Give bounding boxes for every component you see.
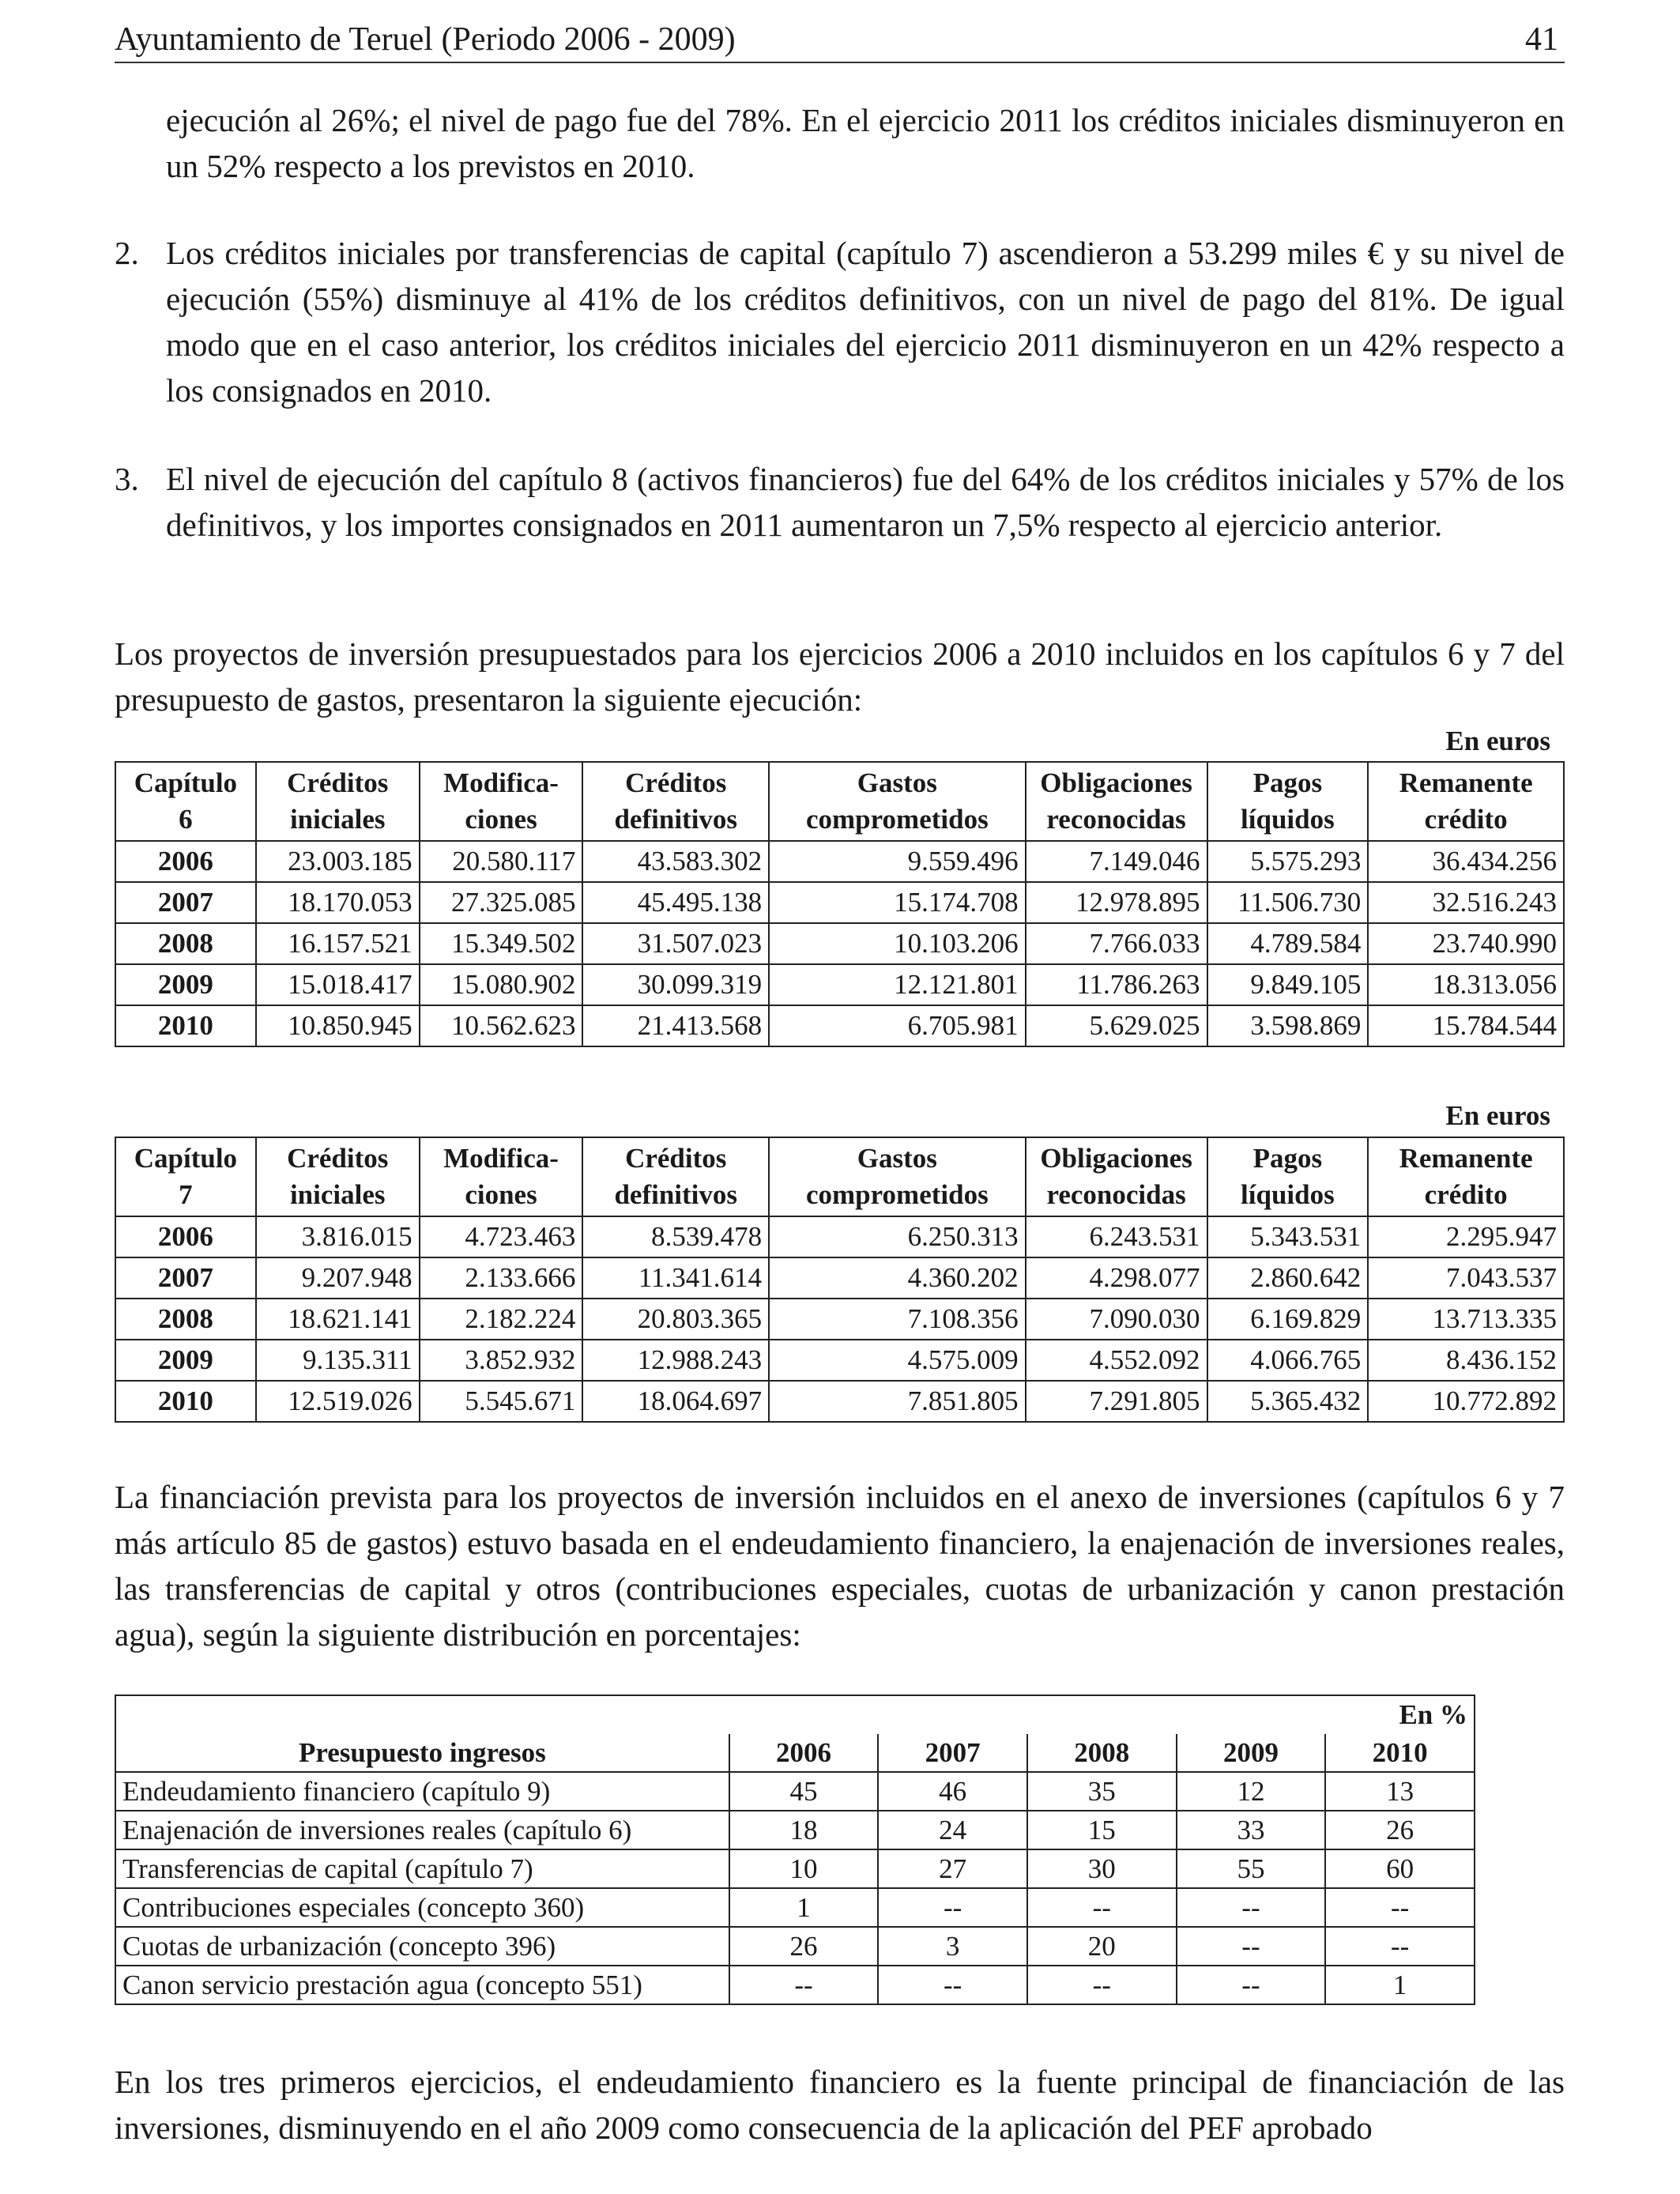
table-cell: 11.341.614 bbox=[582, 1257, 769, 1299]
column-header: 2010 bbox=[1325, 1734, 1475, 1772]
column-header-line: Pagos bbox=[1252, 767, 1323, 798]
row-year: 2010 bbox=[115, 1381, 256, 1422]
table-cell: 6.705.981 bbox=[769, 1005, 1026, 1046]
table-cell: 11.506.730 bbox=[1207, 882, 1369, 923]
table-cell: -- bbox=[1177, 1927, 1326, 1966]
table-cell: -- bbox=[1177, 1966, 1326, 2004]
table-cell: 5.575.293 bbox=[1207, 841, 1369, 882]
table-cell: 9.135.311 bbox=[256, 1340, 420, 1381]
table-cell: 4.575.009 bbox=[769, 1340, 1026, 1381]
column-header-line: crédito bbox=[1424, 804, 1508, 835]
table-row bbox=[115, 841, 1564, 882]
table-cell: 27.325.085 bbox=[420, 882, 583, 923]
paragraph-continuation: ejecución al 26%; el nivel de pago fue del 78%. En el ejercicio 2011 los créditos iniciales disminuyeron en un 52% respecto a los previstos en 2010. bbox=[166, 102, 1565, 184]
table-cell: 12.978.895 bbox=[1026, 882, 1207, 923]
column-header-line: Créditos bbox=[287, 767, 389, 798]
table-cell: 18.170.053 bbox=[256, 882, 420, 923]
paragraph-intro-tables: Los proyectos de inversión presupuestados para los ejercicios 2006 a 2010 incluidos en los capítulos 6 y 7 del presupuesto de gastos, presentaron la siguiente ejecución: bbox=[115, 635, 1565, 718]
table-cell: 45.495.138 bbox=[582, 882, 769, 923]
table-cell: 31.507.023 bbox=[582, 923, 769, 964]
column-header bbox=[256, 1137, 420, 1216]
table-cell: 8.539.478 bbox=[582, 1216, 769, 1257]
column-header-line: Gastos bbox=[857, 767, 937, 798]
row-year: 2007 bbox=[115, 1257, 256, 1299]
table-cell: 1 bbox=[1325, 1966, 1475, 2004]
column-header-line: Capítulo bbox=[134, 1143, 238, 1174]
column-header: 2008 bbox=[1027, 1734, 1177, 1772]
row-label: Contribuciones especiales (concepto 360) bbox=[115, 1888, 729, 1927]
column-header-line: 6 bbox=[179, 804, 193, 835]
row-label: Canon servicio prestación agua (concepto 551) bbox=[115, 1966, 729, 2004]
column-header-line: iniciales bbox=[289, 804, 386, 835]
table-cell: 12 bbox=[1177, 1772, 1326, 1811]
table-row bbox=[115, 1257, 1564, 1299]
table-cell: 6.169.829 bbox=[1207, 1299, 1369, 1340]
column-header bbox=[420, 1137, 583, 1216]
unit-label: En % bbox=[1325, 1695, 1475, 1734]
table-row bbox=[115, 1927, 1475, 1966]
table-cell: 5.629.025 bbox=[1026, 1005, 1207, 1046]
column-header bbox=[1026, 1137, 1207, 1216]
unit-label: En euros bbox=[1445, 1100, 1550, 1131]
table-cell: 24 bbox=[878, 1811, 1027, 1849]
table-capitulo-7 bbox=[115, 1137, 1565, 1423]
table-header-row bbox=[115, 1137, 1564, 1216]
row-year: 2009 bbox=[115, 964, 256, 1005]
table-cell: 36.434.256 bbox=[1368, 841, 1564, 882]
table-cell: 6.250.313 bbox=[769, 1216, 1026, 1257]
column-header-line: Modifica- bbox=[443, 1143, 559, 1174]
column-header-line: ciones bbox=[465, 1179, 537, 1210]
list-item-text: Los créditos iniciales por transferencias de capital (capítulo 7) ascendieron a 53.299 miles € y su nivel de ejecución (55%) disminuye al 41% de los créditos definitivos, con un nivel de pago del 81%. De igual modo que en el caso anterior, los créditos iniciales del ejercicio 2011 disminuyeron en un 42% respecto a los consignados en 2010. bbox=[166, 235, 1565, 409]
table-cell: 15.784.544 bbox=[1368, 1005, 1564, 1046]
table-row bbox=[115, 882, 1564, 923]
column-header-line: ciones bbox=[465, 804, 537, 835]
column-header-line: definitivos bbox=[614, 1179, 738, 1210]
column-header-line: Modifica- bbox=[443, 767, 559, 798]
column-header bbox=[1026, 762, 1207, 841]
table-cell: 7.766.033 bbox=[1026, 923, 1207, 964]
column-header-line: definitivos bbox=[614, 804, 738, 835]
column-header bbox=[769, 762, 1026, 841]
row-year: 2009 bbox=[115, 1340, 256, 1381]
table-row bbox=[115, 1381, 1564, 1422]
table-cell: -- bbox=[1325, 1888, 1475, 1927]
list-number: 2. bbox=[115, 235, 139, 271]
table-cell: 32.516.243 bbox=[1368, 882, 1564, 923]
column-header bbox=[1368, 1137, 1564, 1216]
column-header-line: Obligaciones bbox=[1040, 767, 1192, 798]
column-header-line: Capítulo bbox=[134, 767, 238, 798]
column-header-line: iniciales bbox=[289, 1179, 386, 1210]
row-year: 2008 bbox=[115, 923, 256, 964]
paragraph-closing: En los tres primeros ejercicios, el endeudamiento financiero es la fuente principal de financiación de las inversiones, disminuyendo en el año 2009 como consecuencia de la aplicación del PEF aprobado bbox=[115, 2064, 1565, 2146]
table-cell: -- bbox=[1027, 1888, 1177, 1927]
table-cell: 21.413.568 bbox=[582, 1005, 769, 1046]
row-year: 2010 bbox=[115, 1005, 256, 1046]
table-cell: -- bbox=[1177, 1888, 1326, 1927]
row-year: 2007 bbox=[115, 882, 256, 923]
column-header-line: líquidos bbox=[1241, 804, 1335, 835]
table-cell: 15.018.417 bbox=[256, 964, 420, 1005]
column-header-line: líquidos bbox=[1241, 1179, 1335, 1210]
column-header-line: comprometidos bbox=[805, 804, 989, 835]
table-cell: 35 bbox=[1027, 1772, 1177, 1811]
table-row bbox=[115, 1811, 1475, 1849]
page-header bbox=[115, 17, 1565, 63]
table-cell: 4.723.463 bbox=[420, 1216, 583, 1257]
table-row bbox=[115, 1966, 1475, 2004]
column-header-line: Pagos bbox=[1252, 1143, 1323, 1174]
table-cell: 27 bbox=[878, 1849, 1027, 1888]
table-header-row bbox=[115, 1734, 1475, 1772]
column-header-line: Remanente bbox=[1399, 1143, 1533, 1174]
table-cell: 12.121.801 bbox=[769, 964, 1026, 1005]
column-header bbox=[115, 762, 256, 841]
table-cell: 13.713.335 bbox=[1368, 1299, 1564, 1340]
table-row bbox=[115, 964, 1564, 1005]
column-header-line: Créditos bbox=[625, 1143, 727, 1174]
table-cell: 3.816.015 bbox=[256, 1216, 420, 1257]
table-cell: 4.298.077 bbox=[1026, 1257, 1207, 1299]
column-header bbox=[115, 1137, 256, 1216]
table-row bbox=[115, 1340, 1564, 1381]
table-cell: 10.772.892 bbox=[1368, 1381, 1564, 1422]
column-header-line: 7 bbox=[179, 1179, 193, 1210]
column-header-line: comprometidos bbox=[805, 1179, 989, 1210]
table-cell: 18.621.141 bbox=[256, 1299, 420, 1340]
table-cell: 7.149.046 bbox=[1026, 841, 1207, 882]
table-cell: 43.583.302 bbox=[582, 841, 769, 882]
table-cell: 4.360.202 bbox=[769, 1257, 1026, 1299]
table-cell: 26 bbox=[729, 1927, 879, 1966]
table-cell: 26 bbox=[1325, 1811, 1475, 1849]
column-header bbox=[582, 1137, 769, 1216]
table-cell: 9.849.105 bbox=[1207, 964, 1369, 1005]
header-title: Ayuntamiento de Teruel (Periodo 2006 - 2009) bbox=[115, 21, 736, 58]
row-label: Endeudamiento financiero (capítulo 9) bbox=[115, 1772, 729, 1811]
table-cell: 2.133.666 bbox=[420, 1257, 583, 1299]
table-cell: 6.243.531 bbox=[1026, 1216, 1207, 1257]
table-cell: 30 bbox=[1027, 1849, 1177, 1888]
table-cell: 1 bbox=[729, 1888, 879, 1927]
table-row bbox=[115, 1216, 1564, 1257]
table-cell: 18.313.056 bbox=[1368, 964, 1564, 1005]
table-cell: 5.545.671 bbox=[420, 1381, 583, 1422]
table-capitulo-6 bbox=[115, 761, 1565, 1047]
table-financiacion bbox=[115, 1695, 1475, 2005]
table-cell: 8.436.152 bbox=[1368, 1340, 1564, 1381]
table-cell: 5.365.432 bbox=[1207, 1381, 1369, 1422]
unit-row bbox=[115, 1695, 1475, 1734]
list-number: 3. bbox=[115, 461, 139, 497]
column-header bbox=[1207, 1137, 1369, 1216]
table-cell: 3 bbox=[878, 1927, 1027, 1966]
column-header bbox=[582, 762, 769, 841]
column-header-line: Créditos bbox=[287, 1143, 389, 1174]
table-cell: 11.786.263 bbox=[1026, 964, 1207, 1005]
column-header bbox=[769, 1137, 1026, 1216]
table-cell: 55 bbox=[1177, 1849, 1326, 1888]
table-cell: 46 bbox=[878, 1772, 1027, 1811]
table-cell: 15.349.502 bbox=[420, 923, 583, 964]
table-cell: 23.003.185 bbox=[256, 841, 420, 882]
column-header: 2009 bbox=[1177, 1734, 1326, 1772]
table-cell: 3.598.869 bbox=[1207, 1005, 1369, 1046]
table-row bbox=[115, 1299, 1564, 1340]
table-cell: 10.850.945 bbox=[256, 1005, 420, 1046]
spacer-cell bbox=[115, 1695, 1325, 1734]
column-header-line: Gastos bbox=[857, 1143, 937, 1174]
paragraph-financiacion: La financiación prevista para los proyectos de inversión incluidos en el anexo de inversiones (capítulos 6 y 7 más artículo 85 de gastos) estuvo basada en el endeudamiento financiero, la enajenación de inversiones reales, las transferencias de capital y otros (contribuciones especiales, cuotas de urbanización y canon prestación agua), según la siguiente distribución en porcentajes: bbox=[115, 1479, 1565, 1653]
table-row bbox=[115, 1005, 1564, 1046]
table-cell: 33 bbox=[1177, 1811, 1326, 1849]
table-row bbox=[115, 1849, 1475, 1888]
column-header: 2007 bbox=[878, 1734, 1027, 1772]
table-cell: 16.157.521 bbox=[256, 923, 420, 964]
table-cell: 9.207.948 bbox=[256, 1257, 420, 1299]
column-header bbox=[256, 762, 420, 841]
column-header bbox=[1368, 762, 1564, 841]
table-cell: 15.174.708 bbox=[769, 882, 1026, 923]
list-item-text: El nivel de ejecución del capítulo 8 (activos financieros) fue del 64% de los créditos iniciales y 57% de los definitivos, y los importes consignados en 2011 aumentaron un 7,5% respecto al ejercicio anterior. bbox=[166, 461, 1565, 543]
column-header: Presupuesto ingresos bbox=[115, 1734, 729, 1772]
column-header-line: Obligaciones bbox=[1040, 1143, 1192, 1174]
table-row bbox=[115, 1888, 1475, 1927]
table-row bbox=[115, 1772, 1475, 1811]
table-cell: 23.740.990 bbox=[1368, 923, 1564, 964]
column-header-line: reconocidas bbox=[1046, 1179, 1186, 1210]
table-cell: 9.559.496 bbox=[769, 841, 1026, 882]
table-cell: 2.295.947 bbox=[1368, 1216, 1564, 1257]
table-cell: 12.988.243 bbox=[582, 1340, 769, 1381]
table-cell: 7.090.030 bbox=[1026, 1299, 1207, 1340]
table-cell: 15 bbox=[1027, 1811, 1177, 1849]
column-header: 2006 bbox=[729, 1734, 879, 1772]
column-header-line: crédito bbox=[1424, 1179, 1508, 1210]
table-cell: -- bbox=[1027, 1966, 1177, 2004]
table-cell: 3.852.932 bbox=[420, 1340, 583, 1381]
table-cell: -- bbox=[878, 1888, 1027, 1927]
table-cell: 4.789.584 bbox=[1207, 923, 1369, 964]
column-header-line: reconocidas bbox=[1046, 804, 1186, 835]
table-cell: 10.562.623 bbox=[420, 1005, 583, 1046]
table-cell: -- bbox=[878, 1966, 1027, 2004]
table-cell: -- bbox=[1325, 1927, 1475, 1966]
table-cell: 2.182.224 bbox=[420, 1299, 583, 1340]
table-cell: 10.103.206 bbox=[769, 923, 1026, 964]
unit-label: En euros bbox=[1445, 726, 1550, 756]
table-cell: 20.580.117 bbox=[420, 841, 583, 882]
table-cell: 4.066.765 bbox=[1207, 1340, 1369, 1381]
table-cell: 15.080.902 bbox=[420, 964, 583, 1005]
column-header-line: Remanente bbox=[1399, 767, 1533, 798]
page-number: 41 bbox=[1525, 21, 1558, 58]
table-cell: 10 bbox=[729, 1849, 879, 1888]
row-label: Enajenación de inversiones reales (capítulo 6) bbox=[115, 1811, 729, 1849]
column-header bbox=[1207, 762, 1369, 841]
table-cell: 7.043.537 bbox=[1368, 1257, 1564, 1299]
column-header bbox=[420, 762, 583, 841]
row-year: 2006 bbox=[115, 1216, 256, 1257]
table-cell: 18.064.697 bbox=[582, 1381, 769, 1422]
table-header-row bbox=[115, 762, 1564, 841]
table-cell: 5.343.531 bbox=[1207, 1216, 1369, 1257]
table-cell: 12.519.026 bbox=[256, 1381, 420, 1422]
list-item-3 bbox=[115, 456, 1565, 548]
table-cell: 13 bbox=[1325, 1772, 1475, 1811]
table-cell: 7.291.805 bbox=[1026, 1381, 1207, 1422]
table-cell: 7.108.356 bbox=[769, 1299, 1026, 1340]
column-header-line: Créditos bbox=[625, 767, 727, 798]
table-cell: 60 bbox=[1325, 1849, 1475, 1888]
table-cell: 4.552.092 bbox=[1026, 1340, 1207, 1381]
list-item-2 bbox=[115, 230, 1565, 413]
table-cell: 20 bbox=[1027, 1927, 1177, 1966]
table-row bbox=[115, 923, 1564, 964]
table-cell: 18 bbox=[729, 1811, 879, 1849]
table-cell: 45 bbox=[729, 1772, 879, 1811]
table-cell: -- bbox=[729, 1966, 879, 2004]
row-label: Transferencias de capital (capítulo 7) bbox=[115, 1849, 729, 1888]
table-cell: 30.099.319 bbox=[582, 964, 769, 1005]
row-label: Cuotas de urbanización (concepto 396) bbox=[115, 1927, 729, 1966]
table-cell: 20.803.365 bbox=[582, 1299, 769, 1340]
row-year: 2006 bbox=[115, 841, 256, 882]
table-cell: 7.851.805 bbox=[769, 1381, 1026, 1422]
row-year: 2008 bbox=[115, 1299, 256, 1340]
table-cell: 2.860.642 bbox=[1207, 1257, 1369, 1299]
